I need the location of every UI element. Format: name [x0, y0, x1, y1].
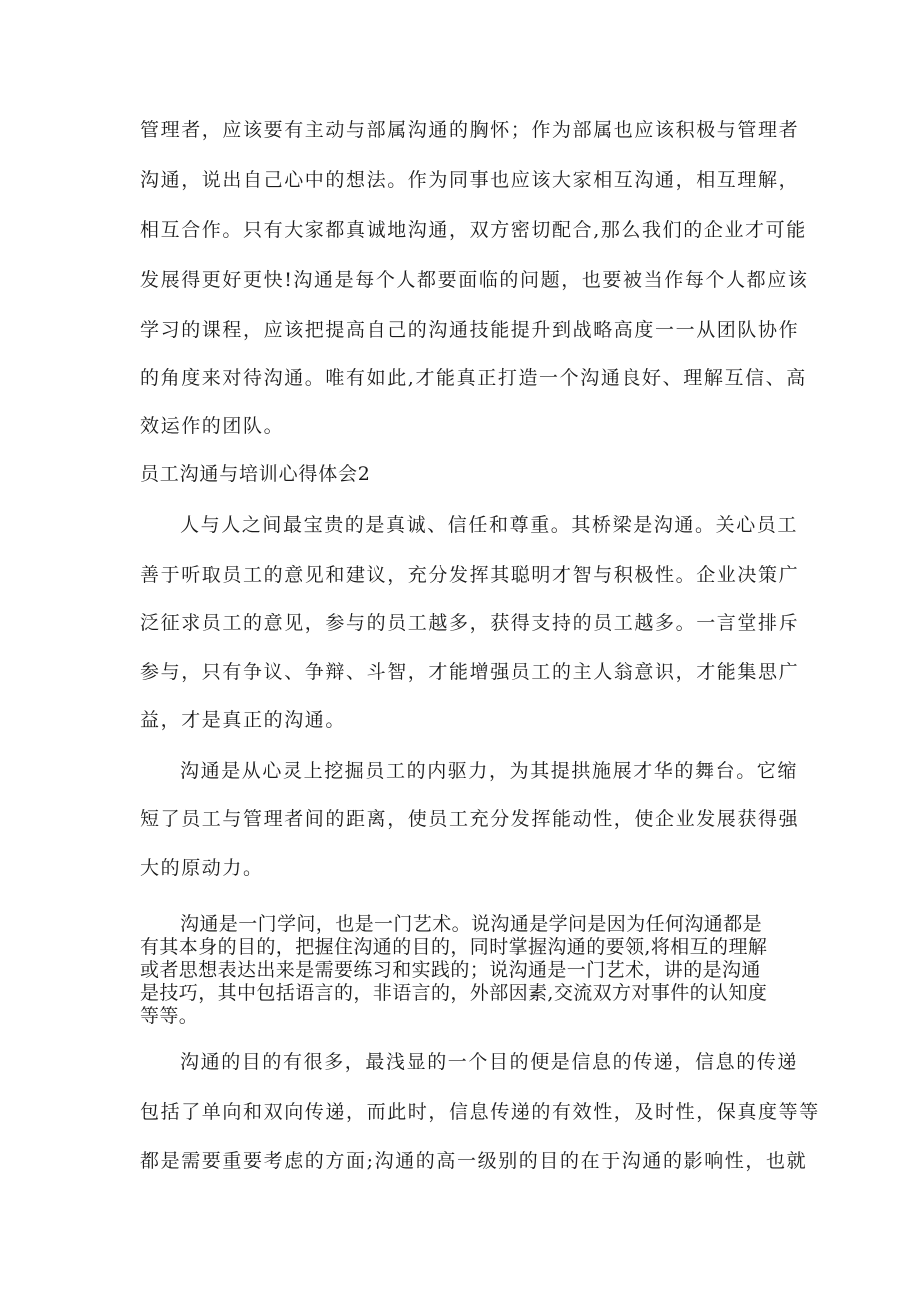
- paragraph-line: 大的原动力。: [140, 857, 264, 879]
- paragraph-line: 沟通，说出自己心中的想法。作为同事也应该大家相互沟通，相互理解，: [140, 169, 800, 191]
- paragraph-line: 沟通是从心灵上挖掘员工的内驱力，为其提拱施展才华的舞台。它缩: [180, 760, 799, 782]
- section-heading: 员工沟通与培训心得体会2: [140, 463, 371, 485]
- paragraph-line: 包括了单向和双向传递，而此时，信息传递的有效性，及时性，保真度等等: [140, 1101, 820, 1123]
- paragraph-line: 效运作的团队。: [140, 415, 285, 437]
- paragraph-line: 参与，只有争议、争辩、斗智，才能增强员工的主人翁意识，才能集思广: [140, 661, 800, 683]
- paragraph-line: 益，才是真正的沟通。: [140, 709, 347, 731]
- paragraph-line: 善于听取员工的意见和建议，充分发挥其聪明才智与积极性。企业决策广: [140, 564, 800, 586]
- paragraph-line: 有其本身的目的，把握住沟通的目的，同时掌握沟通的要领,将相互的理解: [140, 936, 768, 958]
- paragraph-line: 或者思想表达出来是需要练习和实践的；说沟通是一门艺术，讲的是沟通: [140, 959, 761, 981]
- paragraph-line: 相互合作。只有大家都真诚地沟通，双方密切配合,那么我们的企业才可能: [140, 219, 807, 241]
- paragraph-line: 是技巧，其中包括语言的，非语言的，外部因素,交流双方对事件的认知度: [140, 982, 768, 1004]
- paragraph-line: 人与人之间最宝贵的是真诚、信任和尊重。其桥梁是沟通。关心员工: [180, 514, 799, 536]
- paragraph-line: 沟通是一门学问，也是一门艺术。说沟通是学问是因为任何沟通都是: [180, 913, 763, 935]
- paragraph-line: 学习的课程，应该把提高自己的沟通技能提升到战略高度一一从团队协作: [140, 319, 800, 341]
- paragraph-line: 的角度来对待沟通。唯有如此,才能真正打造一个沟通良好、理解互信、高: [140, 367, 807, 389]
- paragraph-line: 短了员工与管理者间的距离，使员工充分发挥能动性，使企业发展获得强: [140, 808, 800, 830]
- paragraph-line: 管理者，应该要有主动与部属沟通的胸怀；作为部属也应该积极与管理者: [140, 119, 800, 141]
- paragraph-line: 泛征求员工的意见，参与的员工越多，获得支持的员工越多。一言堂排斥: [140, 612, 800, 634]
- paragraph-line: 发展得更好更快!沟通是每个人都要面临的问题，也要被当作每个人都应该: [140, 269, 809, 291]
- paragraph-line: 都是需要重要考虑的方面;沟通的高一级别的目的在于沟通的影响性，也就: [140, 1150, 808, 1172]
- paragraph-line: 沟通的目的有很多，最浅显的一个目的便是信息的传递，信息的传递: [180, 1051, 799, 1073]
- paragraph-line: 等等。: [140, 1005, 199, 1027]
